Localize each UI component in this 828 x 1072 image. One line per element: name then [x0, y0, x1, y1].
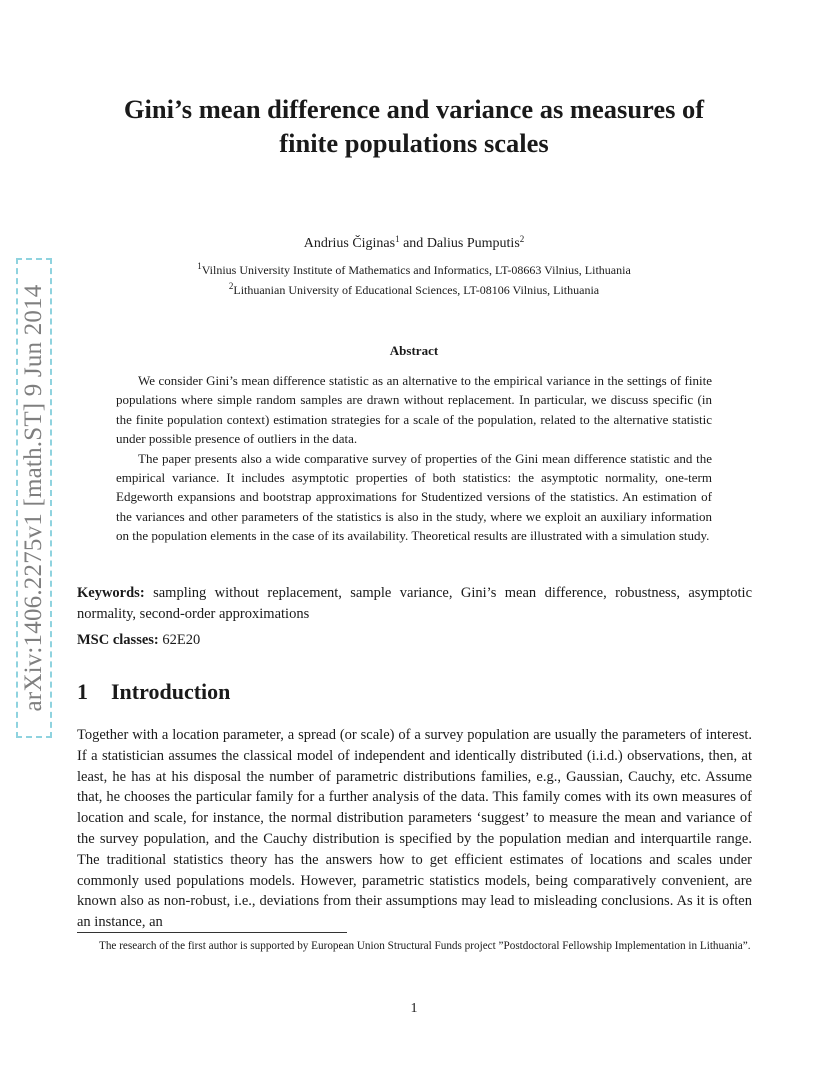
keywords-text: sampling without replacement, sample variance, Gini’s mean difference, robustness, asymptotic normality, second-order approximations	[77, 585, 753, 622]
author-connector: and	[399, 236, 427, 251]
section-number: 1	[77, 679, 88, 704]
abstract-heading: Abstract	[389, 343, 439, 358]
arxiv-identifier: arXiv:1406.2275v1 [math.ST] 9 Jun 2014	[20, 284, 47, 712]
section-heading	[77, 679, 230, 705]
affiliation-1-mark: 1	[197, 261, 202, 271]
affiliation-2-text: Lithuanian University of Educational Sciences, LT-08106 Vilnius, Lithuania	[233, 283, 600, 297]
msc-label: MSC classes:	[77, 632, 159, 648]
affiliation-2-mark: 2	[228, 281, 234, 291]
footnote: The research of the first author is supported by European Union Structural Funds project ”Postdoctoral Fellowship Implementation in Lithuania”.	[99, 940, 751, 952]
section-title: Introduction	[111, 679, 231, 704]
author-1-name: Andrius Čiginas	[303, 236, 396, 251]
introduction-paragraph: Together with a location parameter, a spread (or scale) of a survey population are usually the parameters of interest. If a statistician assumes the classical model of independent and identically distributed (i.i.d.) observations, then, at least, he has at his disposal the number of parametric distributions families, e.g., Gaussian, Cauchy, etc. Assume that, he chooses the particular family for a further analysis of the data. This family comes with its own measures of location and scale, for instance, the normal distribution parameters ‘suggest’ to measure the mean and variance of the survey population, and the Cauchy distribution is specified by the population median and interquartile range. The traditional statistics theory has the answers how to get efficient estimates of locations and scales under commonly used populations models. However, parametric statistics models, being comparatively convenient, are known also as non-robust, i.e., deviations from their assumptions may lead to misleading conclusions. As it is often an instance, an	[77, 727, 752, 931]
keywords	[77, 583, 752, 625]
author-2-name: Dalius Pumputis	[426, 236, 520, 251]
affiliation-1-text: Vilnius University Institute of Mathematics and Informatics, LT-08663 Vilnius, Lithuania	[201, 263, 631, 277]
msc-value: 62E20	[162, 632, 201, 648]
author-2-mark: 2	[519, 234, 525, 244]
abstract-paragraph-2: The paper presents also a wide comparative survey of properties of the Gini mean difference statistic and the empirical variance. It includes asymptotic properties of both statistics: the asymptotic normality, one-term Edgeworth expansions and bootstrap approximations for Studentized versions of the statistics. An estimation of the variances and other parameters of the statistics is also in the study, where we exploit an auxiliary information on the population elements in the case of its availability. Theoretical results are illustrated with a simulation study.	[116, 450, 712, 544]
page-number: 1	[410, 1001, 418, 1016]
arxiv-stamp	[16, 258, 52, 738]
msc-classes	[77, 632, 200, 649]
affiliation-2	[0, 283, 828, 298]
author-list	[0, 236, 828, 252]
abstract-body	[116, 371, 712, 546]
footnote-rule	[77, 932, 347, 933]
abstract-paragraph-1: We consider Gini’s mean difference statistic as an alternative to the empirical variance in the settings of finite populations where simple random samples are drawn without replacement. In particular, we discuss specific (in the finite population context) estimation strategies for a scale of the population, related to the alternative statistic under possible presence of outliers in the data.	[116, 373, 712, 447]
keywords-label: Keywords:	[77, 585, 145, 601]
author-1-mark: 1	[395, 234, 400, 244]
title-line-1: Gini’s mean difference and variance as measures of	[123, 94, 705, 124]
paper-title	[0, 92, 828, 160]
affiliation-1	[0, 263, 828, 278]
title-line-2: finite populations scales	[279, 128, 549, 158]
